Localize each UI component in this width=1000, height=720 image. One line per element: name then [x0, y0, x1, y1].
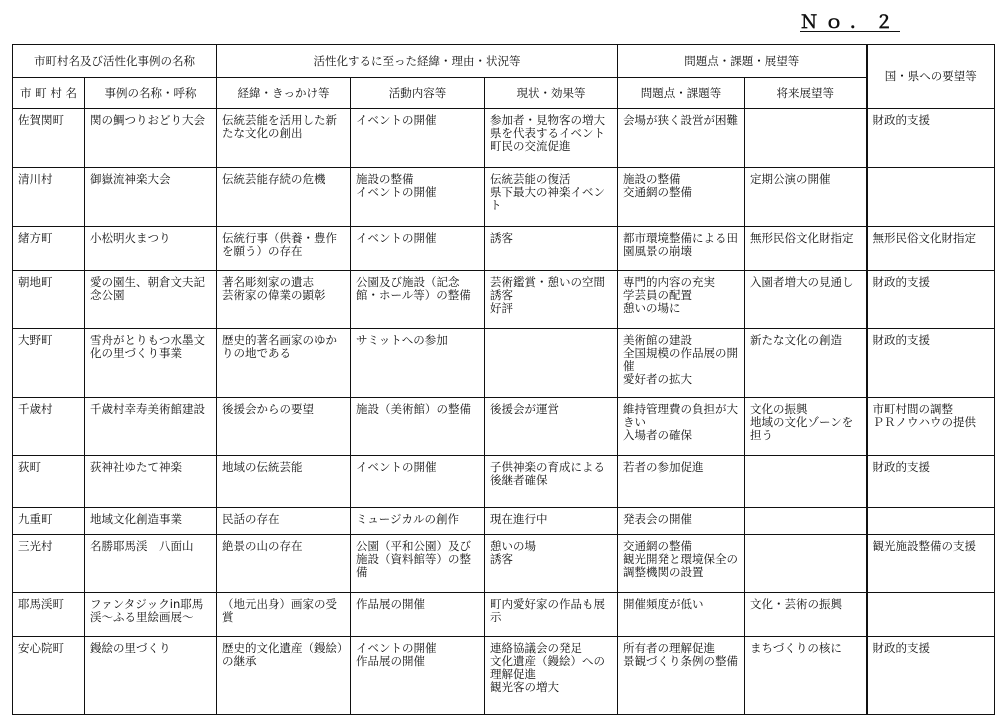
cell-activity: 施設（美術館）の整備	[351, 398, 485, 456]
cell-problems: 会場が狭く設営が困難	[618, 109, 745, 168]
header-background-group: 活性化するに至った経緯・理由・状況等	[217, 45, 618, 78]
cell-problems: 若者の参加促進	[618, 456, 745, 508]
table-row	[13, 508, 995, 535]
cell-trigger: 地域の伝統芸能	[217, 456, 351, 508]
table-row	[13, 329, 995, 398]
cell-status: 現在進行中	[485, 508, 618, 535]
cell-activity: イベントの開催	[351, 456, 485, 508]
cell-municipality: 朝地町	[13, 271, 85, 329]
cell-municipality: 安心院町	[13, 637, 85, 715]
cell-case-name: 千歳村幸寿美術館建設	[85, 398, 217, 456]
cell-requests	[867, 508, 995, 535]
cell-status: 誘客	[485, 227, 618, 271]
cell-prospects: 新たな文化の創造	[745, 329, 867, 398]
cell-status: 芸術鑑賞・憩いの空間 誘客 好評	[485, 271, 618, 329]
cell-prospects: 文化・芸術の振興	[745, 593, 867, 637]
cell-requests: 市町村間の調整 ＰＲノウハウの提供	[867, 398, 995, 456]
cell-status	[485, 329, 618, 398]
table-row	[13, 271, 995, 329]
cell-prospects: 文化の振興 地域の文化ゾーンを担う	[745, 398, 867, 456]
header-prospects: 将来展望等	[745, 78, 867, 109]
cell-prospects	[745, 508, 867, 535]
cell-prospects: 定期公演の開催	[745, 168, 867, 227]
case-table	[12, 44, 995, 715]
cell-case-name: 関の鯛つりおどり大会	[85, 109, 217, 168]
header-activity: 活動内容等	[351, 78, 485, 109]
cell-problems: 所有者の理解促進 景観づくり条例の整備	[618, 637, 745, 715]
cell-requests: 財政的支援	[867, 271, 995, 329]
cell-status: 町内愛好家の作品も展示	[485, 593, 618, 637]
table-row	[13, 535, 995, 593]
cell-activity: 公園及び施設（記念館・ホール等）の整備	[351, 271, 485, 329]
cell-case-name: 地域文化創造事業	[85, 508, 217, 535]
cell-status: 後援会が運営	[485, 398, 618, 456]
cell-case-name: 小松明火まつり	[85, 227, 217, 271]
cell-municipality: 佐賀関町	[13, 109, 85, 168]
table-row	[13, 456, 995, 508]
cell-problems: 専門的内容の充実 学芸員の配置 憩いの場に	[618, 271, 745, 329]
table-row	[13, 398, 995, 456]
header-issues-group: 問題点・課題・展望等	[618, 45, 867, 78]
cell-requests: 観光施設整備の支援	[867, 535, 995, 593]
cell-activity: 作品展の開催	[351, 593, 485, 637]
table-row	[13, 593, 995, 637]
cell-problems: 開催頻度が低い	[618, 593, 745, 637]
cell-case-name: 御嶽流神楽大会	[85, 168, 217, 227]
cell-status: 参加者・見物客の増大 県を代表するイベント 町民の交流促進	[485, 109, 618, 168]
cell-problems: 維持管理費の負担が大きい 入場者の確保	[618, 398, 745, 456]
cell-case-name: 荻神社ゆたて神楽	[85, 456, 217, 508]
header-trigger: 経緯・きっかけ等	[217, 78, 351, 109]
cell-problems: 発表会の開催	[618, 508, 745, 535]
cell-municipality: 荻町	[13, 456, 85, 508]
cell-trigger: 歴史的文化遺産（鏝絵）の継承	[217, 637, 351, 715]
cell-trigger: 後援会からの要望	[217, 398, 351, 456]
cell-municipality: 三光村	[13, 535, 85, 593]
cell-requests: 財政的支援	[867, 637, 995, 715]
cell-case-name: ファンタジックin耶馬渓～ふる里絵画展～	[85, 593, 217, 637]
cell-trigger: 伝統芸能存続の危機	[217, 168, 351, 227]
header-municipality: 市 町 村 名	[13, 78, 85, 109]
cell-requests: 財政的支援	[867, 109, 995, 168]
cell-prospects: まちづくりの核に	[745, 637, 867, 715]
cell-activity: サミットへの参加	[351, 329, 485, 398]
cell-problems: 施設の整備 交通網の整備	[618, 168, 745, 227]
cell-case-name: 雪舟がとりもつ水墨文化の里づくり事業	[85, 329, 217, 398]
cell-activity: ミュージカルの創作	[351, 508, 485, 535]
table-row	[13, 227, 995, 271]
cell-status: 子供神楽の育成による後継者確保	[485, 456, 618, 508]
cell-prospects	[745, 109, 867, 168]
cell-activity: イベントの開催	[351, 227, 485, 271]
header-problems: 問題点・課題等	[618, 78, 745, 109]
cell-problems: 交通網の整備 観光開発と環境保全の調整機関の設置	[618, 535, 745, 593]
cell-trigger: 伝統行事（供養・豊作を願う）の存在	[217, 227, 351, 271]
header-case-name: 事例の名称・呼称	[85, 78, 217, 109]
cell-requests	[867, 593, 995, 637]
cell-case-name: 愛の園生、朝倉文夫記念公園	[85, 271, 217, 329]
cell-trigger: 絶景の山の存在	[217, 535, 351, 593]
cell-municipality: 大野町	[13, 329, 85, 398]
header-status: 現状・効果等	[485, 78, 618, 109]
header-municipality-group: 市町村名及び活性化事例の名称	[13, 45, 217, 78]
cell-activity: イベントの開催 作品展の開催	[351, 637, 485, 715]
page-number: Ｎｏ．２	[800, 12, 900, 33]
cell-prospects: 無形民俗文化財指定	[745, 227, 867, 271]
cell-problems: 都市環境整備による田園風景の崩壊	[618, 227, 745, 271]
cell-municipality: 耶馬渓町	[13, 593, 85, 637]
table-row	[13, 637, 995, 715]
cell-requests: 財政的支援	[867, 329, 995, 398]
cell-requests: 財政的支援	[867, 456, 995, 508]
cell-activity: イベントの開催	[351, 109, 485, 168]
cell-status: 連絡協議会の発足 文化遺産（鏝絵）への理解促進 観光客の増大	[485, 637, 618, 715]
cell-activity: 施設の整備 イベントの開催	[351, 168, 485, 227]
cell-municipality: 千歳村	[13, 398, 85, 456]
cell-prospects: 入園者増大の見通し	[745, 271, 867, 329]
table-row	[13, 168, 995, 227]
cell-requests	[867, 168, 995, 227]
cell-prospects	[745, 535, 867, 593]
cell-municipality: 清川村	[13, 168, 85, 227]
cell-problems: 美術館の建設 全国規模の作品展の開催 愛好者の拡大	[618, 329, 745, 398]
cell-activity: 公園（平和公園）及び施設（資料館等）の整備	[351, 535, 485, 593]
header-requests: 国・県への要望等	[867, 45, 995, 109]
cell-trigger: 民話の存在	[217, 508, 351, 535]
cell-prospects	[745, 456, 867, 508]
cell-municipality: 緒方町	[13, 227, 85, 271]
cell-requests: 無形民俗文化財指定	[867, 227, 995, 271]
cell-municipality: 九重町	[13, 508, 85, 535]
cell-case-name: 鏝絵の里づくり	[85, 637, 217, 715]
cell-trigger: （地元出身）画家の受賞	[217, 593, 351, 637]
cell-status: 憩いの場 誘客	[485, 535, 618, 593]
cell-status: 伝統芸能の復活 県下最大の神楽イベント	[485, 168, 618, 227]
cell-case-name: 名勝耶馬渓 八面山	[85, 535, 217, 593]
cell-trigger: 歴史的著名画家のゆかりの地である	[217, 329, 351, 398]
table-row	[13, 109, 995, 168]
cell-trigger: 著名彫刻家の遺志 芸術家の偉業の顕彰	[217, 271, 351, 329]
cell-trigger: 伝統芸能を活用した新たな文化の創出	[217, 109, 351, 168]
